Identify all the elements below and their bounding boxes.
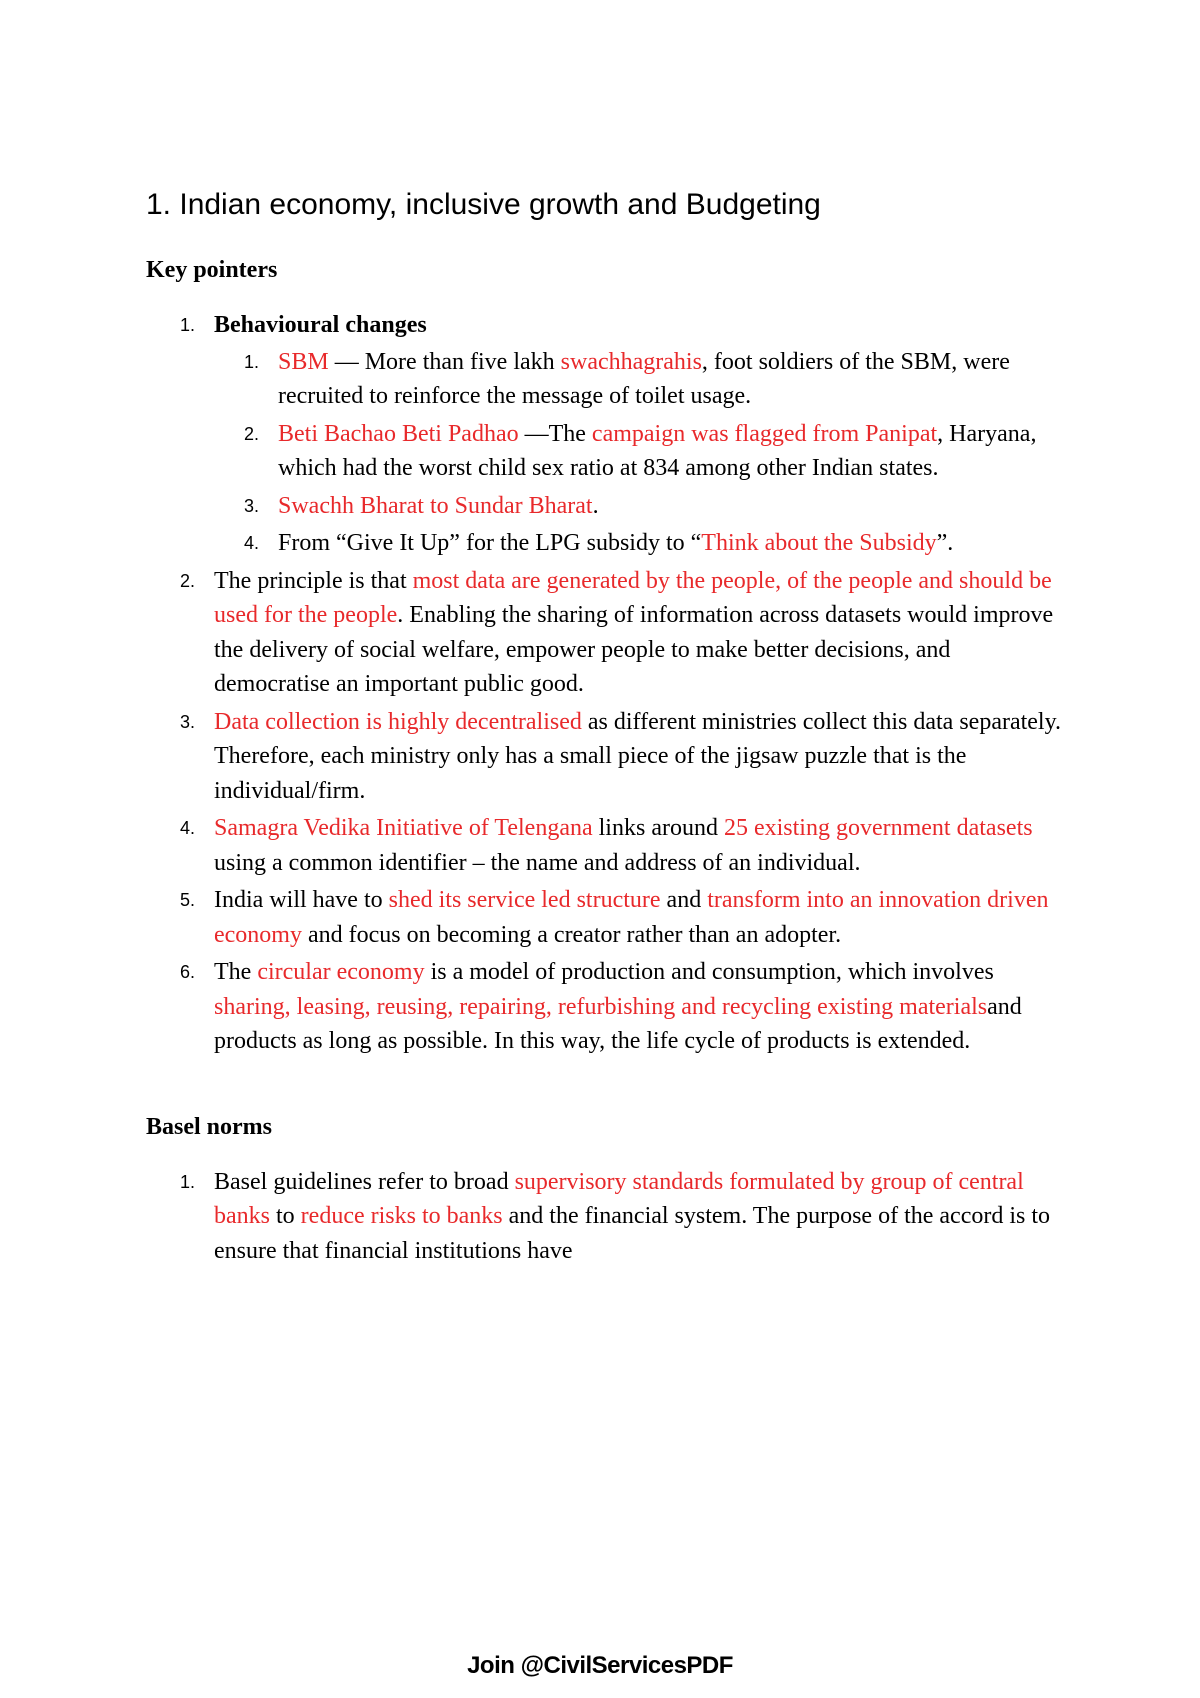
highlighted-text: Think about the Subsidy [701,530,937,556]
highlighted-text: shed its service led structure [388,887,661,913]
list-number: 4. [180,818,196,838]
basel-norms-heading: Basel norms [146,1113,272,1140]
text-segment: and focus on becoming a creator rather than an adopter. [301,921,842,948]
text-segment: as different ministries collect this data separately. Therefore, each ministry only has a small piece of the jigsaw puzzle that is the individual/firm. [214,708,1062,804]
highlighted-text: campaign was flagged from Panipat [591,420,938,447]
list-number: 2. [244,423,260,444]
list-item [146,955,1066,1059]
list-item [146,308,1066,561]
page-title: 1. Indian economy, inclusive growth and Budgeting [146,188,821,221]
text-segment: —The [518,420,592,447]
text-segment: . [592,492,599,519]
footer-join-channel: Join @CivilServicesPDF [467,1652,733,1679]
sub-list-item [146,489,1066,524]
list-number: 1. [180,1171,196,1192]
highlighted-text: supervisory standards formulated by group of central banks [214,1168,1024,1229]
list-item-heading: Behavioural changes [214,312,427,338]
list-item [146,1165,1066,1269]
list-item [146,564,1066,702]
list-number: 2. [180,570,196,591]
text-segment: and the financial system. The purpose of the accord is to ensure that financial institutions have [214,1203,1051,1264]
highlighted-text: 25 existing government datasets [723,815,1033,841]
text-segment: using a common identifier – the name and address of an individual. [214,849,861,876]
text-segment: — More than five lakh [328,348,561,375]
sub-list-item [146,345,1066,414]
sub-list [214,345,1066,561]
text-segment: . Enabling the sharing of information across datasets would improve the delivery of social welfare, empower people to make better decisions, and democratise an important public good. [214,602,1054,697]
text-segment: links around [592,815,724,841]
text-segment: is a model of production and consumption, which involves [424,959,994,985]
highlighted-text: Swachh Bharat to Sundar Bharat [278,492,593,519]
highlighted-text: reduce risks to banks [300,1203,503,1229]
highlighted-text: sharing, leasing, reusing, repairing, refurbishing and recycling existing materials [214,993,988,1020]
highlighted-text: circular economy [257,959,425,985]
key-pointers-list [146,308,1066,1059]
list-number: 5. [180,890,196,910]
text-segment: ”. [936,530,954,556]
list-item [146,883,1066,952]
basel-norms-list [146,1165,1066,1269]
text-segment: and products as long as possible. In this way, the life cycle of products is extended. [214,993,1022,1054]
key-pointers-heading: Key pointers [146,257,278,283]
highlighted-text: Beti Bachao Beti Padhao [278,420,519,447]
text-segment: to [270,1203,301,1229]
list-number: 1. [180,315,196,335]
list-item [146,705,1066,809]
list-number: 1. [244,351,260,372]
text-segment: The principle is that [214,567,413,594]
list-item [146,811,1066,880]
highlighted-text: SBM [278,348,329,375]
highlighted-text: Data collection is highly decentralised [214,708,582,735]
highlighted-text: transform into an innovation driven economy [214,887,1049,948]
text-segment: , Haryana, which had the worst child sex ratio at 834 among other Indian states. [278,420,1037,481]
text-segment: From “Give It Up” for the LPG subsidy to “ [278,530,702,556]
list-number: 3. [244,495,260,516]
document-page [146,176,1066,1271]
list-number: 6. [180,962,196,982]
list-number: 3. [180,711,196,732]
text-segment: Basel guidelines refer to broad [214,1168,515,1195]
list-number: 4. [244,533,260,553]
text-segment: , foot soldiers of the SBM, were recruited to reinforce the message of toilet usage. [278,348,1010,409]
sub-list-item [146,417,1066,486]
sub-list-item [146,526,1066,561]
highlighted-text: Samagra Vedika Initiative of Telengana [214,815,593,841]
highlighted-text: swachhagrahis [560,348,702,375]
text-segment: and [660,887,708,913]
highlighted-text: most data are generated by the people, of the people and should be used for the people [214,567,1052,628]
text-segment: India will have to [214,887,389,913]
text-segment: The [214,959,258,985]
